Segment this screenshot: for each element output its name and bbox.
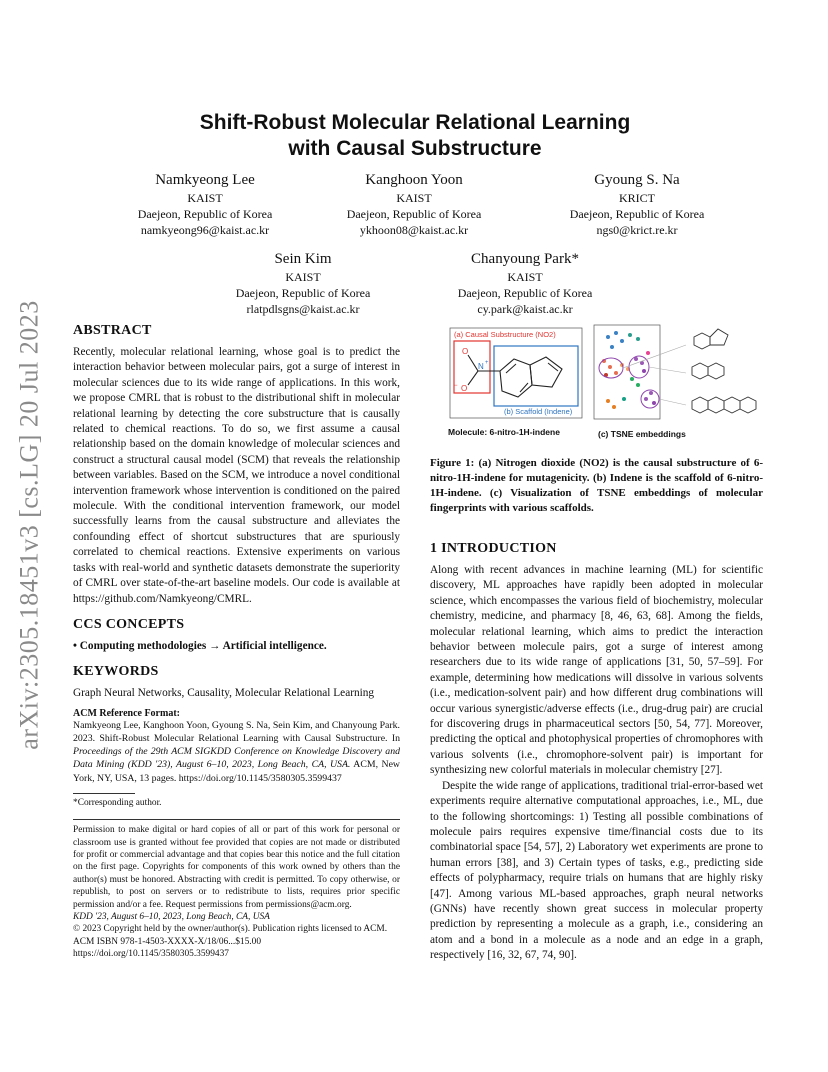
scaffold-box	[494, 346, 578, 406]
right-column	[430, 541, 763, 964]
arxiv-stamp	[8, 290, 52, 760]
author-block-5	[425, 249, 625, 317]
title-line-1: Shift-Robust Molecular Relational Learning	[199, 111, 631, 134]
footnote: *Corresponding author.	[73, 797, 162, 808]
abstract-heading: ABSTRACT	[73, 323, 152, 338]
author-affiliation: KAIST	[396, 191, 432, 205]
left-column	[73, 323, 400, 961]
no2-bonds	[468, 355, 478, 385]
molecule-label: Molecule: 6-nitro-1H-indene	[448, 427, 560, 437]
ccs-heading: CCS CONCEPTS	[73, 616, 185, 632]
acm-ref-text	[73, 719, 400, 785]
conference-line: KDD '23, August 6–10, 2023, Long Beach, CA, USA	[73, 911, 270, 922]
author-name: Chanyoung Park*	[471, 251, 579, 267]
author-affiliation: KAIST	[507, 270, 543, 284]
acm-ref-venue: Proceedings of the 29th ACM SIGKDD Conference on Knowledge Discovery and Data Mining (KDD '23), August 6–10, 2023, Long Beach, CA, USA.	[73, 746, 400, 771]
author-block-4	[203, 249, 403, 317]
double-bond-2	[520, 383, 528, 392]
author-block-2	[314, 170, 514, 238]
author-email: ykhoon08@kaist.ac.kr	[359, 223, 469, 237]
acm-ref-authors: Namkyeong Lee, Kanghoon Yoon, Gyoung S. Na, Sein Kim, and Chanyoung Park. 2023. Shift-Robust Molecular Relational Learning with Causal Substructure. In	[73, 719, 400, 744]
acm-ref-heading: ACM Reference Format:	[73, 707, 180, 719]
author-name: Gyoung S. Na	[594, 172, 680, 188]
pentane-ring	[530, 357, 562, 387]
double-bond-1	[506, 364, 516, 373]
tsne-label: (c) TSNE embeddings	[598, 429, 686, 439]
causal-substructure-label: (a) Causal Substructure (NO2)	[454, 330, 556, 339]
author-location: Daejeon, Republic of Korea	[235, 286, 371, 300]
paper-title	[100, 110, 730, 162]
intro-paragraph-1: Along with recent advances in machine learning (ML) for scientific discovery, ML approaches have rapidly been adopted in molecular science, which encompasses the various field of biochemistry, molecular chemistry, medicine, and pharmacy [8, 46, 63, 68]. Among the fields, molecular relational learning, which aims to predict the interaction behavior between molecule pairs, got a surge of interest among researchers due to its wide range of applications [31, 50, 57–59]. For example, determining how medications will dissolve in various solvents (i.e., medication-solvent pair) and how different drug combinations will occur various synergistic/adverse effects (i.e., drug-drug pair) are crucial for discovering drugs in pharmaceutical sectors [50, 54, 77]. Moreover, predicting the optical and photophysical properties of chromophores with various solvents (i.e., chromophore-solvent pair) is important for synthesizing new colorful materials in molecular chemistry [27].	[430, 564, 763, 777]
permission-rule	[73, 819, 400, 820]
author-email: namkyeong96@kaist.ac.kr	[140, 223, 270, 237]
author-affiliation: KAIST	[285, 270, 321, 284]
copyright-line-2: ACM ISBN 978-1-4503-XXXX-X/18/06...$15.00	[73, 936, 262, 947]
connector-2	[649, 367, 686, 373]
atom-o2: O	[461, 384, 468, 393]
ccs-text: • Computing methodologies → Artificial intelligence.	[73, 639, 327, 652]
author-name: Sein Kim	[274, 251, 332, 267]
figure-1-caption: Figure 1: (a) Nitrogen dioxide (NO2) is the causal substructure of 6-nitro-1H-indene for mutagenicity. (b) Indene is the scaffold of 6-nitro-1H-indene. (c) Visualization of TSNE embeddings of molecular fingerprints with various scaffolds.	[430, 457, 763, 514]
atom-n: N	[478, 362, 484, 371]
author-location: Daejeon, Republic of Korea	[346, 207, 482, 221]
scaffold-label: (b) Scaffold (Indene)	[504, 407, 573, 416]
copyright-line-1: © 2023 Copyright held by the owner/author(s). Publication rights licensed to ACM.	[73, 924, 388, 935]
benzene-ring	[500, 359, 532, 397]
connector-3	[659, 399, 686, 405]
author-block-3	[537, 170, 737, 238]
causal-box	[454, 341, 490, 393]
keywords-heading: KEYWORDS	[73, 664, 159, 680]
acm-ref-tail: ACM, New York, NY, USA, 13 pages. https://doi.org/10.1145/3580305.3599437	[73, 759, 400, 784]
author-block-1	[105, 170, 305, 238]
author-location: Daejeon, Republic of Korea	[137, 207, 273, 221]
footnote-rule	[73, 793, 135, 794]
author-location: Daejeon, Republic of Korea	[569, 207, 705, 221]
author-name: Namkyeong Lee	[155, 172, 255, 188]
introduction-heading: 1 INTRODUCTION	[430, 541, 557, 556]
title-line-2: with Causal Substructure	[288, 137, 542, 160]
arxiv-id: arXiv:2305.18451v3 [cs.LG] 20 Jul 2023	[15, 300, 44, 750]
author-email: ngs0@krict.re.kr	[596, 223, 678, 237]
figure-graphic	[448, 323, 758, 443]
author-affiliation: KAIST	[187, 191, 223, 205]
intro-paragraph-2: Despite the wide range of applications, traditional trial-error-based wet experiments require alternative computational approaches, i.e., ML, due to the following shortcomings: 1) Testing all possible combinations of molecule pairs requires expensive time/financial costs due to its combinatorial space [54, 57], 2) Laboratory wet experiments are prone to human errors [38], and 3) Certain types of tasks, e.g., predicting side effects of polypharmacy, require trials on humans that are highly risky [47]. Among various ML-based approaches, graph neural networks (GNNs) have recently shown great success in molecular property prediction by representing a molecule as a graph, i.e., considering an atom and a bond in a molecule as a node and an edge in a graph, respectively [16, 32, 67, 74, 90].	[430, 779, 763, 962]
author-email: cy.park@kaist.ac.kr	[477, 302, 573, 316]
atom-plus: +	[485, 360, 489, 366]
figure-1	[448, 323, 758, 443]
permission-text: Permission to make digital or hard copies of all or part of this work for personal or classroom use is granted without fee provided that copies are not made or distributed for profit or commercial advantage and that copies bear this notice and the full citation on the first page. Copyrights for components of this work owned by others than the author(s) must be honored. Abstracting with credit is permitted. To copy otherwise, or republish, to post on servers or to redistribute to lists, requires prior specific permission and/or a fee. Request permissions from permissions@acm.org.	[73, 825, 400, 910]
atom-minus: −	[454, 383, 458, 389]
tsne-frame	[594, 325, 660, 419]
author-email: rlatpdlsgns@kaist.ac.kr	[246, 302, 360, 316]
abstract-text: Recently, molecular relational learning, whose goal is to predict the interaction behavior between molecular pairs, got a surge of interest in molecular sciences due to its wide range of applications. In this work, we propose CMRL that is robust to the distributional shift in molecular relational learning by detecting the core substructure that is causally related to chemical reactions. To do so, we first assume a causal relationship based on the domain knowledge of molecular sciences and construct a structural causal model (SCM) that reveals the relationship between variables. Based on the SCM, we introduce a novel conditional intervention framework whose intervention is conditioned on the paired molecule. With the conditional intervention framework, our model successfully learns from the causal substructure and alleviates the confounding effect of shortcut substructures that are spuriously correlated to chemical reactions. Extensive experiments on various tasks with real-world and synthetic datasets demonstrate the superiority of CMRL over state-of-the-art baseline models. Our code is available at https://github.com/Namkyeong/CMRL.	[73, 346, 400, 605]
author-affiliation: KRICT	[619, 191, 655, 205]
atom-o1: O	[462, 347, 469, 356]
copyright-line-3: https://doi.org/10.1145/3580305.3599437	[73, 949, 229, 960]
author-name: Kanghoon Yoon	[365, 172, 463, 188]
scaffold-structures	[692, 329, 756, 413]
connector-1	[623, 345, 686, 368]
author-location: Daejeon, Republic of Korea	[457, 286, 593, 300]
keywords-text: Graph Neural Networks, Causality, Molecular Relational Learning	[73, 687, 375, 700]
